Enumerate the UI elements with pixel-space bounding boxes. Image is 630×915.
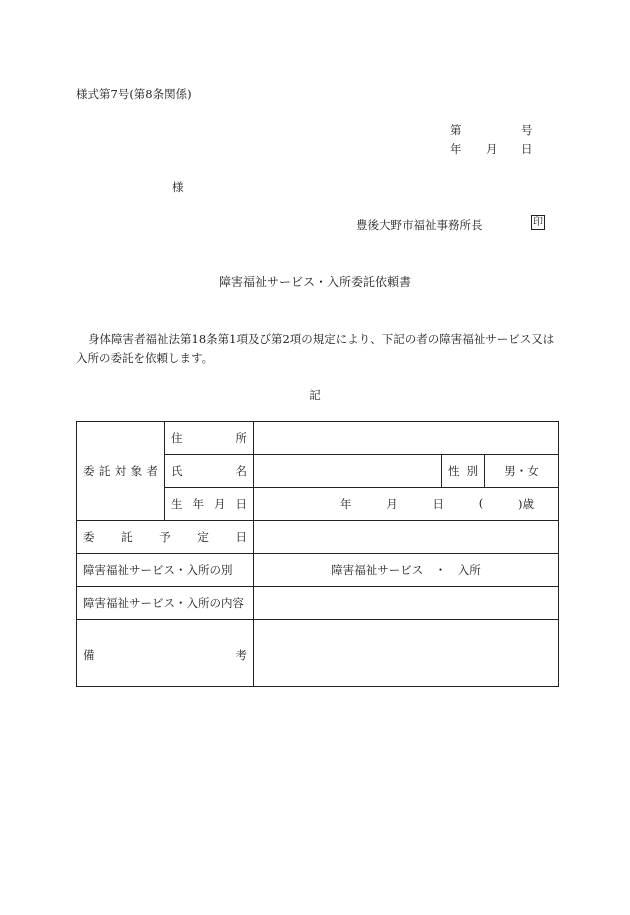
addressee-honorific: 様 bbox=[172, 180, 184, 194]
scheduled-date-label: 委 託 予 定 日 bbox=[77, 521, 254, 554]
name-label: 氏 名 bbox=[165, 455, 254, 488]
table-row-remarks bbox=[77, 620, 559, 687]
service-type-field[interactable]: 障害福祉サービス ・ 入所 bbox=[254, 554, 559, 587]
remarks-label: 備 考 bbox=[77, 620, 254, 687]
target-person-label: 委 託 対 象 者 bbox=[77, 422, 165, 521]
remarks-field[interactable] bbox=[254, 620, 559, 687]
table-row-service-content bbox=[77, 587, 559, 620]
dob-label: 生 年 月 日 bbox=[165, 488, 254, 521]
service-content-label: 障害福祉サービス・入所の内容 bbox=[77, 587, 254, 620]
issuer-name: 豊後大野市福祉事務所長 bbox=[356, 218, 483, 232]
table-row-scheduled-date bbox=[77, 521, 559, 554]
gender-field[interactable]: 男・女 bbox=[485, 455, 559, 488]
body-text: 身体障害者福祉法第18条第1項及び第2項の規定により、下記の者の障害福祉サービス又は入所の委託を依頼します。 bbox=[76, 332, 555, 365]
scheduled-date-field[interactable] bbox=[254, 521, 559, 554]
doc-number-prefix: 第 bbox=[450, 123, 462, 137]
date-day-label: 日 bbox=[521, 142, 533, 156]
service-type-label: 障害福祉サービス・入所の別 bbox=[77, 554, 254, 587]
gender-label: 性 別 bbox=[442, 455, 485, 488]
service-content-field[interactable] bbox=[254, 587, 559, 620]
ki-mark: 記 bbox=[309, 388, 321, 402]
date-month-label: 月 bbox=[486, 142, 498, 156]
date-year-label: 年 bbox=[450, 142, 462, 156]
form-number: 様式第7号(第8条関係) bbox=[76, 87, 192, 101]
dob-field[interactable]: 年 月 日 ( )歳 bbox=[254, 488, 559, 521]
seal-mark: 印 bbox=[533, 217, 543, 228]
table-row-service-type bbox=[77, 554, 559, 587]
table-row-address bbox=[77, 422, 559, 455]
address-label: 住 所 bbox=[165, 422, 254, 455]
address-field[interactable] bbox=[254, 422, 559, 455]
name-field[interactable] bbox=[254, 455, 442, 488]
document-title: 障害福祉サービス・入所委託依頼書 bbox=[218, 275, 411, 289]
request-form-table bbox=[76, 421, 559, 687]
doc-number-suffix: 号 bbox=[521, 123, 533, 137]
